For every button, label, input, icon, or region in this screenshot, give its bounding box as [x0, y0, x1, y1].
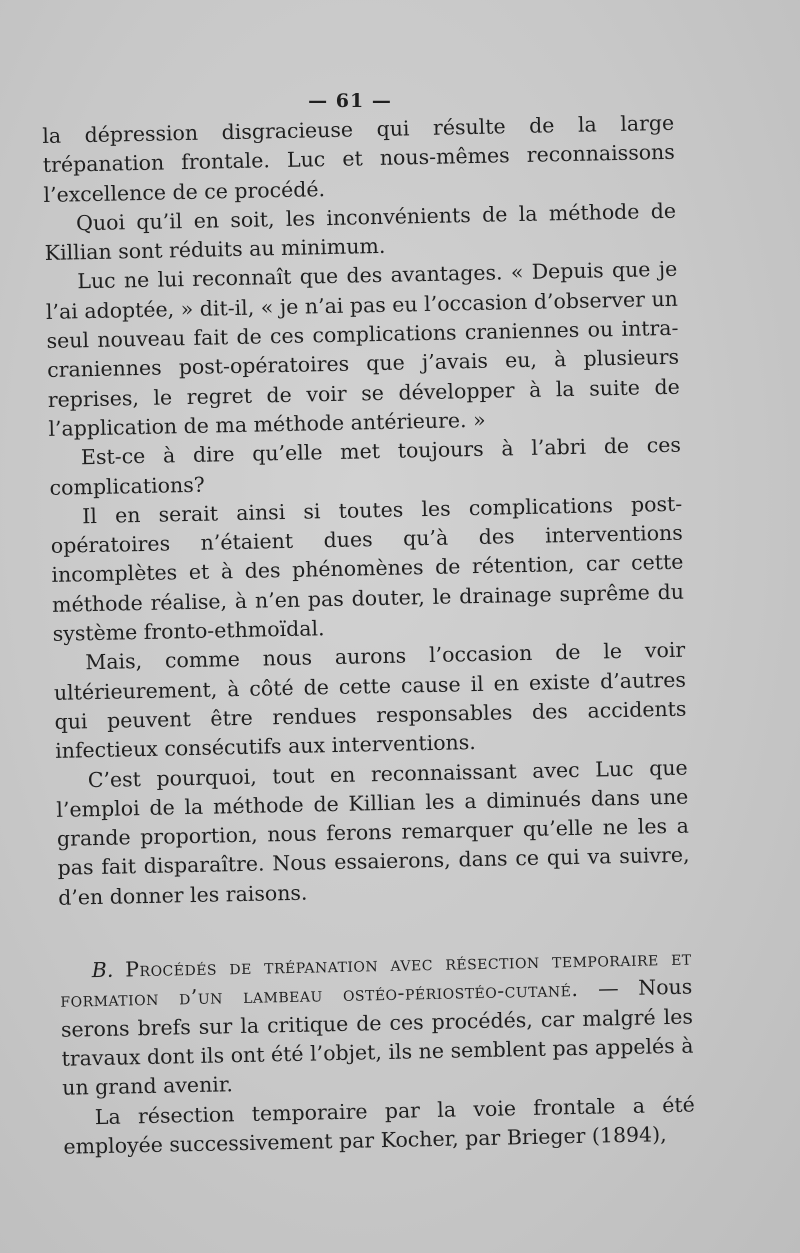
paragraph-killian-drawbacks: Quoi qu’il en soit, les inconvénients de la méthode de Killian sont réduits au minimum. — [44, 198, 677, 266]
page-number: — 61 — — [308, 90, 392, 112]
paragraph-conclusion: C’est pourquoi, tout en reconnaissant avec Luc que l’emploi de la méthode de Killian les a diminués dans une grande proportion, nous ferons remarquer qu’elle ne les a pas fait disparaître. Nous essaierons, dans ce qui va suivre, d’en donner les raisons. — [56, 755, 690, 910]
paragraph-other-causes: Mais, comme nous aurons l’occasion de le voir ultérieurement, à côté de cette cause il en existe d’autres qui peuvent être rendues responsables des accidents infectieux consécutifs aux interventions. — [53, 637, 687, 764]
section-heading: Procédés de trépanation avec résection temporaire et formation d’un lambeau ostéo-périostéo-cutané. — [60, 945, 692, 1013]
section-letter: B. — [91, 957, 114, 983]
section-b-body: — Nous serons brefs sur la critique de ces procédés, car malgré les travaux dont ils ont été l’objet, ils ne semblent pas appelés à un grand avenir. — [60, 974, 694, 1100]
paragraph-temporary-resection: La résection temporaire par la voie frontale a été employée successivement par Kocher, par Brieger (1894), — [63, 1092, 695, 1159]
section-b-paragraph — [59, 944, 694, 1104]
paragraph-question: Est-ce à dire qu’elle met toujours à l’abri de ces complications? — [49, 432, 682, 500]
paragraph-continuation: la dépression disgracieuse qui résulte de la large trépanation frontale. Luc et nous-mêmes reconnaissons l’excellence de ce procédé. — [42, 110, 676, 207]
paragraph-luc-quote: Luc ne lui reconnaît que des avantages. « Depuis que je l’ai adoptée, » dit-il, « je n’ai pas eu l’occasion d’observer un seul nouveau fait de ces complications craniennes ou intra-craniennes post-opératoires que j’avais eu, à plusieurs reprises, le regret de voir se développer à la suite de l’application de ma méthode antérieure. » — [45, 257, 680, 441]
paragraph-complications: Il en serait ainsi si toutes les complications post-opératoires n’étaient dues qu’à des interventions incomplètes et à des phénomènes de rétention, car cette méthode réalise, à n’en pas douter, le drainage suprême du système fronto-ethmoïdal. — [50, 491, 685, 646]
page-body — [42, 109, 696, 1162]
